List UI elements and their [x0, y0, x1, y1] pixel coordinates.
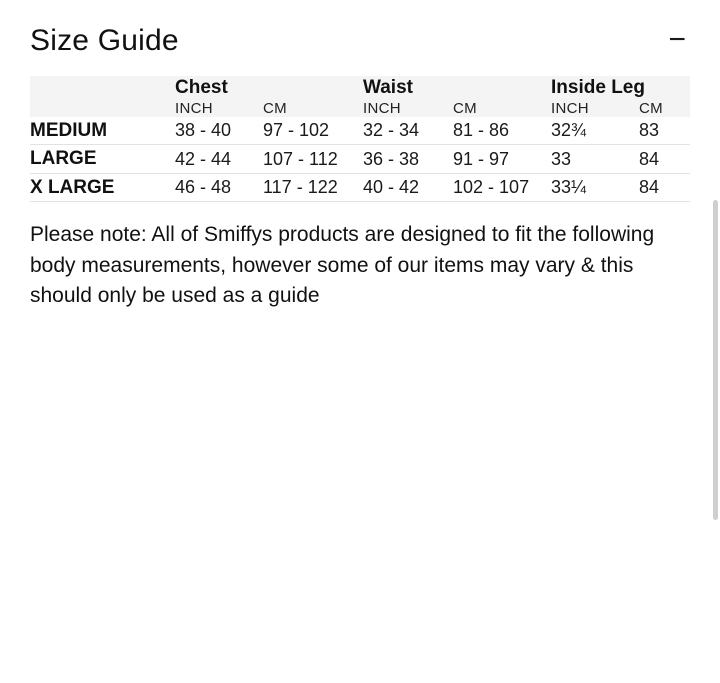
- row-inside-leg-cm: 83: [639, 117, 690, 145]
- header-unit-waist-inch: INCH: [363, 100, 453, 117]
- size-table-header: [30, 76, 690, 117]
- header-unit-chest-inch: INCH: [175, 100, 263, 117]
- row-waist-cm: 81 - 86: [453, 117, 551, 145]
- table-row: [30, 117, 690, 145]
- row-waist-inch: 40 - 42: [363, 173, 453, 202]
- header-unit-blank: [30, 100, 175, 117]
- row-chest-cm: 97 - 102: [263, 117, 363, 145]
- header-group-blank: [30, 76, 175, 100]
- size-table-body: [30, 117, 690, 202]
- header-unit-inside-leg-inch: INCH: [551, 100, 639, 117]
- page-title: Size Guide: [30, 23, 179, 57]
- header-group-waist: Waist: [363, 76, 551, 100]
- row-waist-inch: 32 - 34: [363, 117, 453, 145]
- row-inside-leg-inch: 33: [551, 145, 639, 174]
- row-inside-leg-cm: 84: [639, 145, 690, 174]
- row-inside-leg-inch: 33¼: [551, 173, 639, 202]
- header-group-row: [30, 76, 690, 100]
- size-guide-header: [0, 0, 720, 62]
- header-unit-waist-cm: CM: [453, 100, 551, 117]
- size-table: [30, 76, 690, 202]
- row-size-label: X LARGE: [30, 173, 175, 202]
- row-waist-cm: 102 - 107: [453, 173, 551, 202]
- header-group-chest: Chest: [175, 76, 363, 100]
- row-size-label: LARGE: [30, 145, 175, 174]
- row-waist-cm: 91 - 97: [453, 145, 551, 174]
- row-chest-cm: 117 - 122: [263, 173, 363, 202]
- table-row: [30, 173, 690, 202]
- size-guide-note: Please note: All of Smiffys products are designed to fit the following body measurements, however some of our items may vary & this should only be used as a guide: [30, 223, 655, 308]
- collapse-minus-icon[interactable]: −: [664, 25, 690, 55]
- row-chest-inch: 46 - 48: [175, 173, 263, 202]
- row-inside-leg-inch: 32¾: [551, 117, 639, 145]
- size-table-container: [30, 76, 690, 202]
- header-group-inside-leg: Inside Leg: [551, 76, 690, 100]
- table-row: [30, 145, 690, 174]
- scrollbar-track[interactable]: [711, 0, 720, 683]
- row-waist-inch: 36 - 38: [363, 145, 453, 174]
- header-unit-row: [30, 100, 690, 117]
- row-size-label: MEDIUM: [30, 117, 175, 145]
- row-inside-leg-cm: 84: [639, 173, 690, 202]
- row-chest-inch: 42 - 44: [175, 145, 263, 174]
- scrollbar-thumb[interactable]: [713, 200, 718, 520]
- row-chest-inch: 38 - 40: [175, 117, 263, 145]
- row-chest-cm: 107 - 112: [263, 145, 363, 174]
- header-unit-inside-leg-cm: CM: [639, 100, 690, 117]
- header-unit-chest-cm: CM: [263, 100, 363, 117]
